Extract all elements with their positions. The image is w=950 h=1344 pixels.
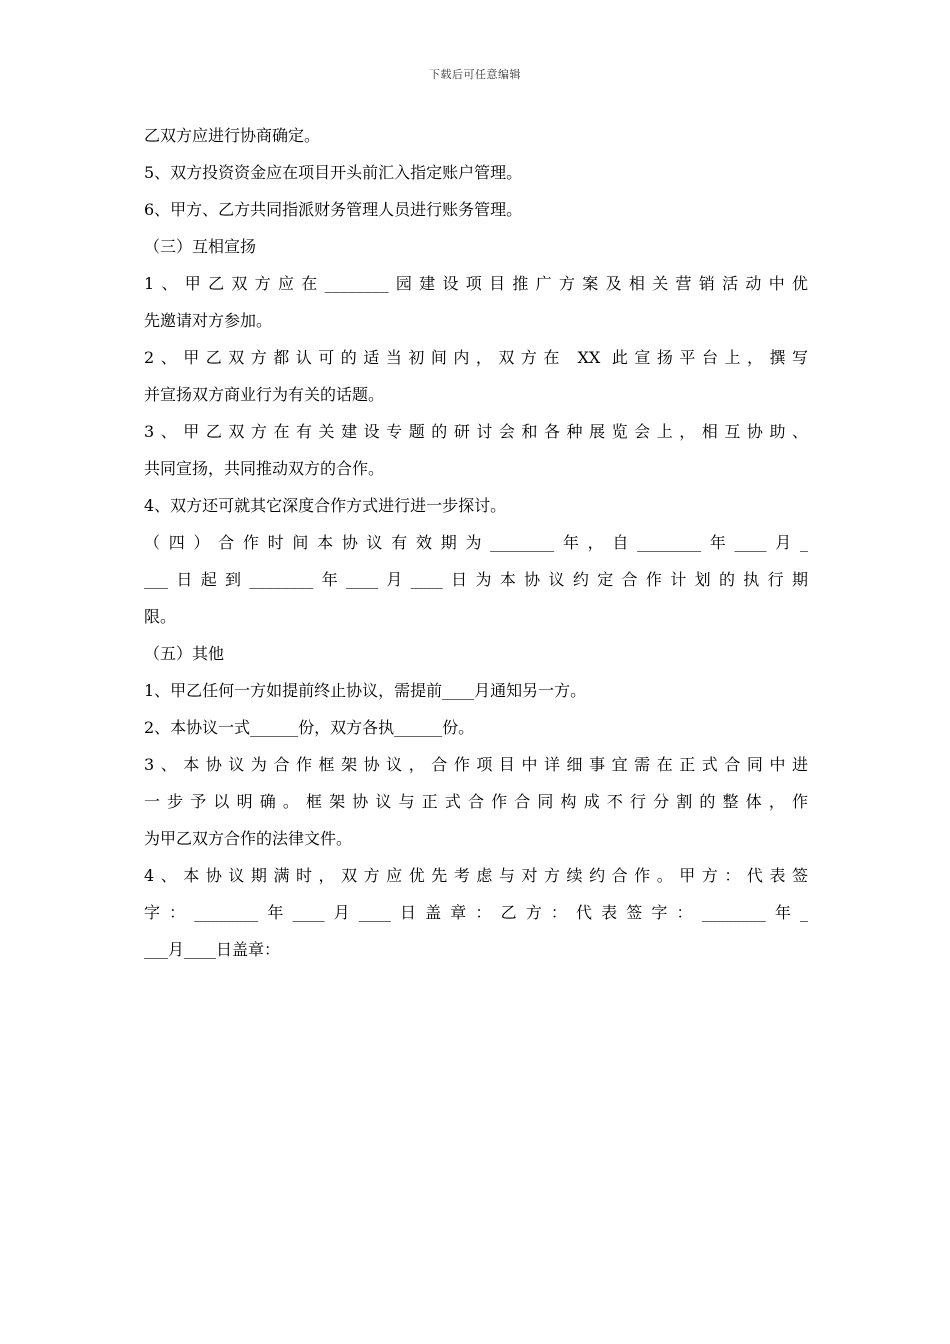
document-body	[144, 117, 808, 968]
text-line-16: 1、甲乙任何一方如提前终止协议，需提前____月通知另一方。	[144, 681, 587, 700]
text-line-22: 字：________年____月____日盖章：乙方：代表签字：________年_	[144, 903, 808, 922]
text-line-13: ___日起到________年____月____日为本协议约定合作计划的执行期	[144, 570, 808, 589]
text-line-21: 4、本协议期满时，双方应优先考虑与对方续约合作。甲方：代表签	[144, 866, 808, 885]
text-line-7: 2、甲乙双方都认可的适当初间内，双方在 XX 此宣扬平台上，撰写	[144, 348, 808, 367]
section-heading-5: （五）其他	[144, 644, 225, 663]
text-line-20: 为甲乙双方合作的法律文件。	[144, 829, 353, 848]
text-line-8: 并宣扬双方商业行为有关的话题。	[144, 385, 385, 404]
text-line-3: 6、甲方、乙方共同指派财务管理人员进行账务管理。	[144, 200, 523, 219]
text-line-11: 4、双方还可就其它深度合作方式进行进一步探讨。	[144, 496, 507, 515]
text-line-18: 3、本协议为合作框架协议，合作项目中详细事宜需在正式合同中进	[144, 755, 808, 774]
text-line-1: 乙双方应进行协商确定。	[144, 126, 321, 145]
text-line-2: 5、双方投资资金应在项目开头前汇入指定账户管理。	[144, 163, 523, 182]
text-line-14: 限。	[144, 607, 177, 626]
text-line-10: 共同宣扬，共同推动双方的合作。	[144, 459, 385, 478]
text-line-5: 1、甲乙双方应在________园建设项目推广方案及相关营销活动中优	[144, 274, 808, 293]
section-heading-3: （三）互相宣扬	[144, 237, 257, 256]
text-line-6: 先邀请对方参加。	[144, 311, 273, 330]
text-line-9: 3、甲乙双方在有关建设专题的研讨会和各种展览会上，相互协助、	[144, 422, 808, 441]
page-header: 下载后可任意编辑	[429, 68, 521, 81]
section-heading-4: （四）合作时间本协议有效期为________年，自________年____月_	[144, 533, 808, 552]
text-line-19: 一步予以明确。框架协议与正式合作合同构成不行分割的整体，作	[144, 792, 808, 811]
text-line-23: ___月____日盖章：	[144, 940, 281, 959]
text-line-17: 2、本协议一式______份，双方各执______份。	[144, 718, 475, 737]
